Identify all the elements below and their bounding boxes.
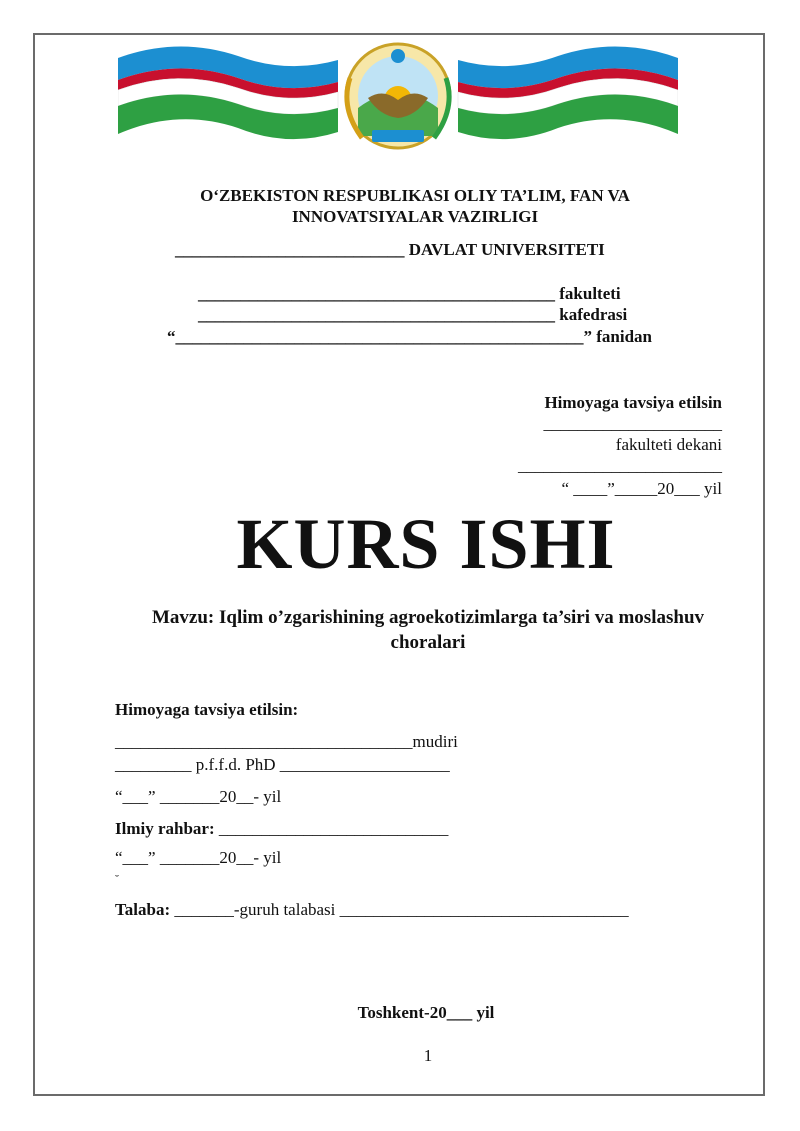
approval-date-1: “___” _______20__- yil — [115, 787, 282, 806]
ministry-line-2: INNOVATSIYALAR VAZIRLIGI — [291, 207, 539, 226]
topic-line-1: Mavzu: Iqlim o’zgarishining agroekotizimlarga ta’siri va moslashuv — [151, 607, 705, 628]
faculty-line: __________________________________________ fakulteti — [198, 284, 621, 303]
head-of-department-line: ___________________________________mudiri — [115, 732, 458, 751]
approval-left-label: Himoyaga tavsiya etilsin: — [115, 700, 299, 719]
approval-right-signature-line: _____________________ — [543, 414, 722, 433]
approval-right-name-line: ________________________ — [518, 456, 722, 475]
student-label: Talaba: — [115, 900, 171, 919]
page-number: 1 — [423, 1046, 433, 1065]
advisor-row — [115, 819, 448, 839]
department-line: __________________________________________ kafedrasi — [198, 305, 628, 324]
degree-line: _________ p.f.f.d. PhD ____________________ — [115, 755, 450, 774]
approval-right-date: “ ____”_____20___ yil — [561, 479, 722, 498]
advisor-line: ___________________________ — [214, 819, 449, 838]
subject-line: “________________________________________________” fanidan — [167, 327, 652, 346]
dean-label: fakulteti dekani — [615, 435, 722, 454]
state-emblem-flag-banner — [118, 38, 678, 150]
document-title: KURS ISHI — [236, 504, 616, 584]
city-year: Toshkent-20___ yil — [357, 1003, 495, 1022]
ministry-line-1: O‘ZBEKISTON RESPUBLIKASI OLIY TA’LIM, FAN VA — [200, 186, 630, 205]
approval-date-2: “___” _______20__- yil — [115, 848, 282, 867]
topic-line-2: choralari — [390, 632, 466, 653]
advisor-label: Ilmiy rahbar: — [115, 819, 215, 838]
student-line: _______-guruh talabasi __________________________________ — [170, 900, 629, 919]
student-row — [115, 900, 629, 920]
university-line: ___________________________ DAVLAT UNIVERSITETI — [175, 240, 605, 259]
stray-mark: ˘ — [115, 872, 119, 886]
approval-right-label: Himoyaga tavsiya etilsin — [544, 393, 722, 412]
